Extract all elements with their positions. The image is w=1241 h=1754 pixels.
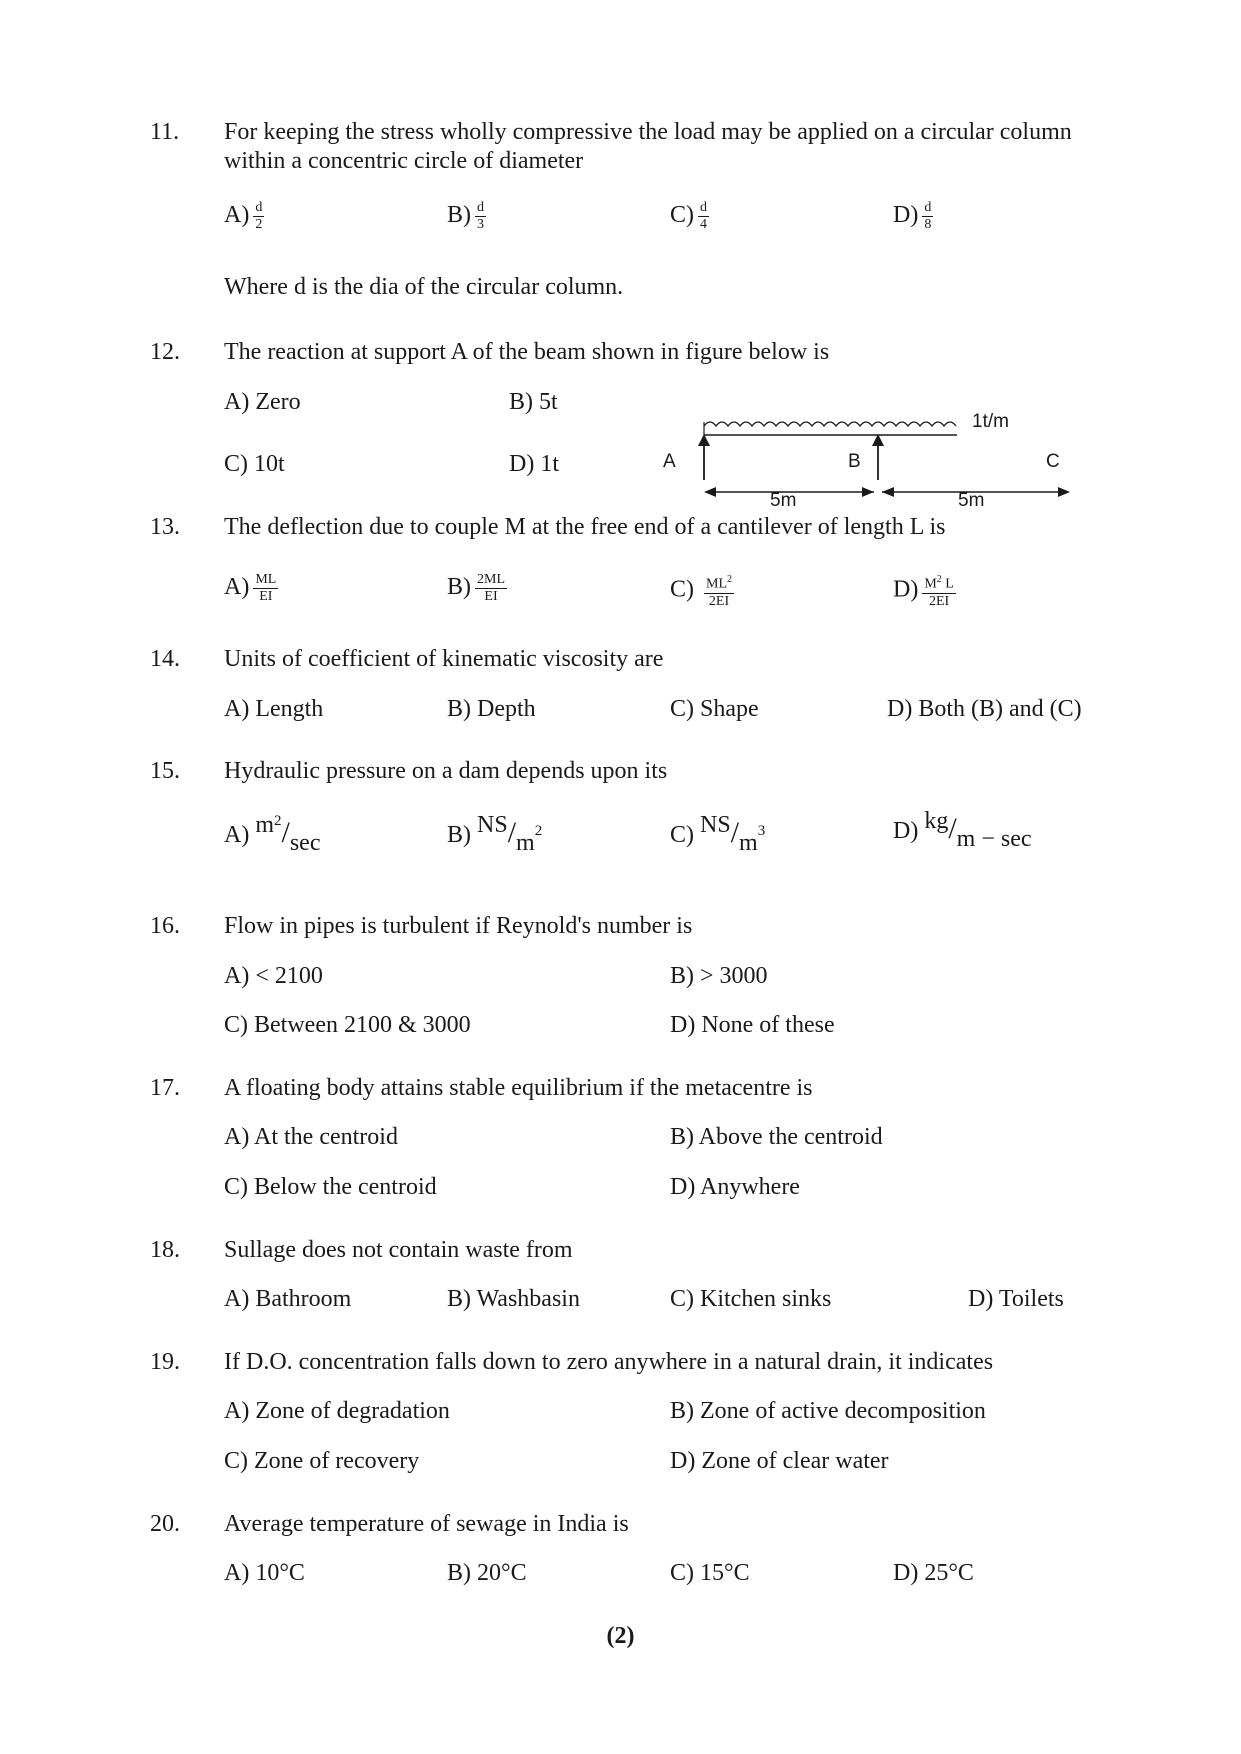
option-a[interactable]: A) Length [224,696,324,722]
span-label-1: 5m [770,490,797,510]
option-d[interactable] [893,572,956,610]
fraction: $\frac{d}{2}$ [255,200,263,232]
option-label: D) [893,576,919,603]
option-label: C) [670,576,694,603]
question-text: A floating body attains stable equilibrium if the metacentre is [224,1075,813,1101]
option-c[interactable]: C) Below the centroid [224,1174,437,1200]
option-b[interactable]: B) 5t [509,389,558,415]
option-c[interactable]: C) Shape [670,696,759,722]
option-b[interactable] [447,572,507,605]
question-number: 13. [150,514,180,540]
option-d[interactable]: D) None of these [670,1012,835,1038]
option-label: C) [670,822,694,848]
fraction: $\frac{d}{8}$ [924,200,932,232]
option-a[interactable]: A) At the centroid [224,1124,398,1150]
option-b[interactable] [447,200,486,233]
question-number: 14. [150,646,180,672]
option-d[interactable]: D) Toilets [968,1286,1064,1312]
option-a[interactable]: A) Bathroom [224,1286,352,1312]
question-text: Flow in pipes is turbulent if Reynold's number is [224,913,693,939]
fraction: $\frac{ML^2}{2EI}$ [706,574,732,609]
option-label: D) [893,818,919,844]
question-text: If D.O. concentration falls down to zero anywhere in a natural drain, it indicates [224,1349,994,1375]
option-b[interactable]: B) $NS/m^2$ [447,812,543,856]
question-number: 18. [150,1237,180,1263]
question-number: 16. [150,913,180,939]
option-b[interactable]: B) Washbasin [447,1286,580,1312]
question-number: 19. [150,1349,180,1375]
question-number: 11. [150,119,180,145]
option-c[interactable]: C) Kitchen sinks [670,1286,832,1312]
option-d[interactable]: D) kg/m − sec [893,808,1032,852]
question-number: 17. [150,1075,180,1101]
option-label: B) [447,202,471,229]
option-a[interactable]: A) Zone of degradation [224,1398,450,1424]
option-d[interactable] [893,200,933,233]
question-number: 20. [150,1511,180,1537]
span-label-2: 5m [958,490,985,510]
option-c[interactable] [670,200,709,233]
option-label: B) [447,574,471,601]
option-a[interactable] [224,200,264,233]
option-c[interactable] [670,572,734,610]
question-text: The reaction at support A of the beam shown in figure below is [224,339,830,365]
option-c[interactable]: C) Between 2100 & 3000 [224,1012,471,1038]
question-note: Where d is the dia of the circular column. [224,274,624,300]
fraction: $\frac{2ML}{EI}$ [477,572,505,604]
option-d[interactable]: D) 1t [509,451,559,477]
option-a[interactable]: A) 10°C [224,1560,305,1586]
option-a[interactable]: A) $m^2/\sec$ [224,812,321,856]
option-a[interactable] [224,572,278,605]
label-a: A [663,451,676,472]
page-number: (2) [606,1623,635,1649]
option-c[interactable]: C) 10t [224,451,285,477]
question-text-line2: within a concentric circle of diameter [224,148,584,174]
question-text: Hydraulic pressure on a dam depends upon its [224,758,668,784]
fraction: $\frac{ML}{EI}$ [255,572,277,604]
question-text: Sullage does not contain waste from [224,1237,573,1263]
option-d[interactable]: D) Zone of clear water [670,1448,889,1474]
option-label: D) [893,202,919,229]
distributed-load [704,422,956,426]
question-text: Units of coefficient of kinematic viscosity are [224,646,664,672]
beam-diagram [660,400,1080,510]
question-text: The deflection due to couple M at the free end of a cantilever of length L is [224,514,946,540]
option-d[interactable]: D) Anywhere [670,1174,800,1200]
question-text: For keeping the stress wholly compressive the load may be applied on a circular column [224,119,1072,145]
option-b[interactable]: B) Above the centroid [670,1124,883,1150]
option-c[interactable]: C) 15°C [670,1560,750,1586]
option-b[interactable]: B) 20°C [447,1560,527,1586]
option-a[interactable]: A) < 2100 [224,963,323,989]
label-c: C [1046,451,1060,472]
fraction: $\frac{d}{3}$ [477,200,484,232]
option-c[interactable]: C) $NS/m^3$ [670,812,766,856]
option-label: B) [447,822,471,848]
option-d[interactable]: D) 25°C [893,1560,974,1586]
question-text: Average temperature of sewage in India is [224,1511,629,1537]
option-label: C) [670,202,694,229]
option-label: A) [224,822,250,848]
option-label: A) [224,574,250,601]
label-b: B [848,451,861,472]
question-number: 12. [150,339,180,365]
option-b[interactable]: B) > 3000 [670,963,768,989]
fraction: $\frac{M^2 L}{2EI}$ [924,574,954,609]
option-c[interactable]: C) Zone of recovery [224,1448,420,1474]
load-label: 1t/m [972,411,1009,432]
option-label: A) [224,202,250,229]
question-number: 15. [150,758,180,784]
option-b[interactable]: B) Zone of active decomposition [670,1398,986,1424]
option-d[interactable]: D) Both (B) and (C) [887,696,1082,722]
fraction: $\frac{d}{4}$ [700,200,707,232]
option-b[interactable]: B) Depth [447,696,536,722]
option-a[interactable]: A) Zero [224,389,301,415]
